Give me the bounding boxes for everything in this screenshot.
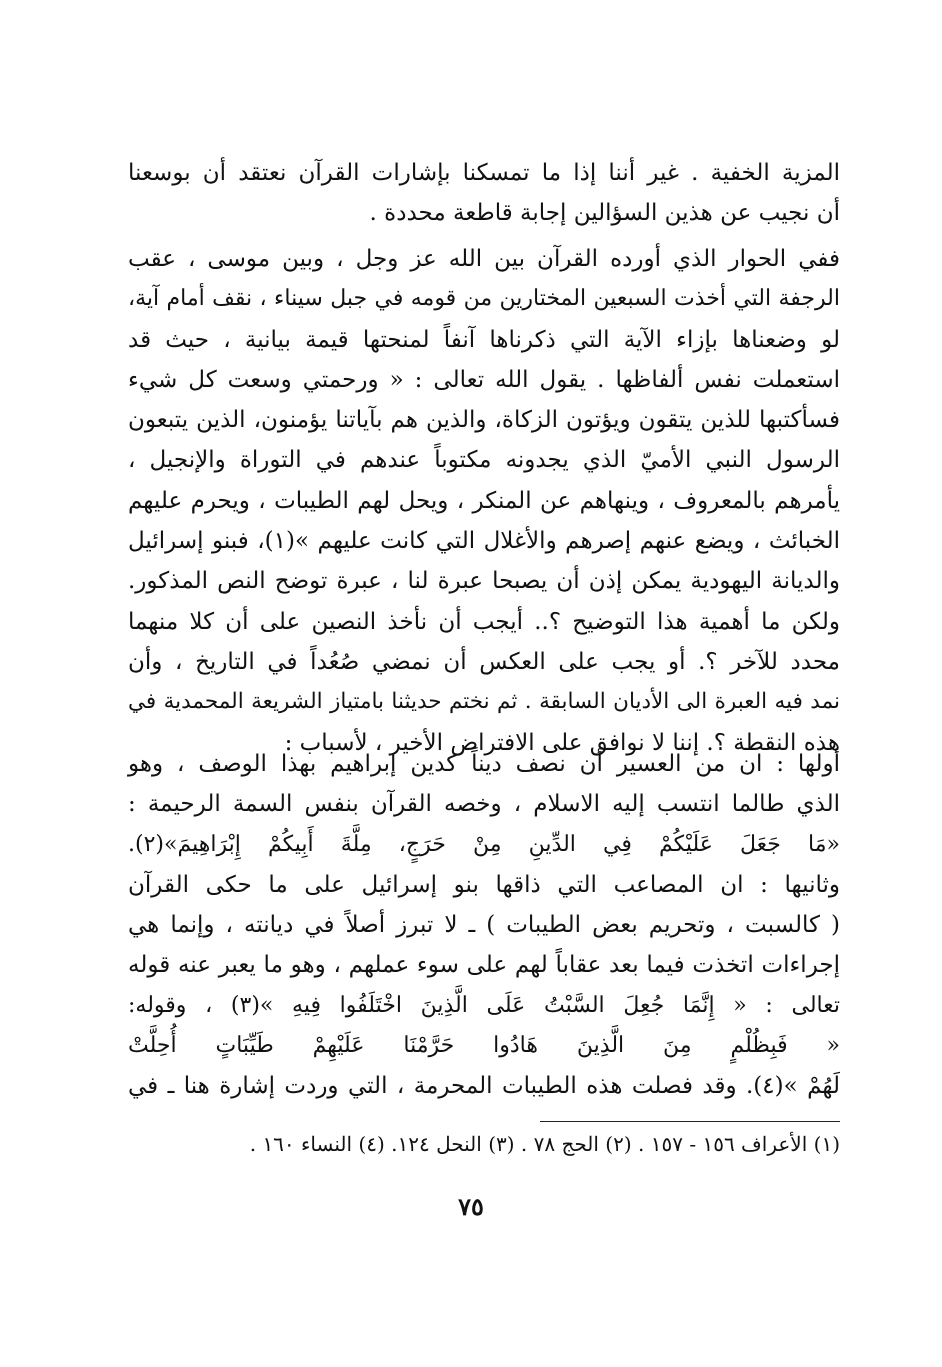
text-line: والديانة اليهودية يمكن إذن أن يصبحا عبرة لنا ، عبرة توضح النص المذكور. bbox=[128, 568, 840, 595]
text-line: ففي الحوار الذي أورده القرآن بين الله عز وجل ، وبين موسى ، عقب bbox=[128, 246, 840, 272]
text-line: لَهُمْ »(٤). وقد فصلت هذه الطيبات المحرمة ، التي وردت إشارة هنا ـ في bbox=[128, 1073, 840, 1100]
text-line: أن نجيب عن هذين السؤالين إجابة قاطعة محددة . bbox=[369, 200, 840, 227]
text-line: الذي طالما انتسب إليه الاسلام ، وخصه القرآن بنفس السمة الرحيمة : bbox=[128, 791, 840, 818]
footnotes: (١) الأعراف ١٥٦ - ١٥٧ . (٢) الحج ٧٨ . (٣) النحل ١٢٤. (٤) النساء ١٦٠ . bbox=[249, 1132, 840, 1156]
text-line: استعملت نفس ألفاظها . يقول الله تعالى : « ورحمتي وسعت كل شيء bbox=[128, 366, 840, 393]
text-line: إجراءات اتخذت فيما بعد عقاباً لهم على سوء عملهم ، وهو ما يعبر عنه قوله bbox=[128, 952, 840, 979]
footnote-divider bbox=[540, 1121, 840, 1122]
paragraph-2 bbox=[128, 239, 840, 763]
quran-quote-line: « فَبِظُلْمٍ مِنَ الَّذِينَ هَادُوا حَرَّمْنَا عَلَيْهِمْ طَيِّبَاتٍ أُحِلَّتْ bbox=[128, 1033, 840, 1059]
text-line: وثانيها : ان المصاعب التي ذاقها بنو إسرائيل على ما حكى القرآن bbox=[128, 871, 840, 898]
text-line: المزية الخفية . غير أننا إذا ما تمسكنا بإشارات القرآن نعتقد أن بوسعنا bbox=[128, 160, 840, 186]
text-line: محدد للآخر ؟. أو يجب على العكس أن نمضي صُعُداً في التاريخ ، وأن bbox=[128, 648, 840, 675]
text-line: الرسول النبي الأميّ الذي يجدونه مكتوباً عندهم في التوراة والإنجيل ، bbox=[128, 447, 840, 474]
text-line: ( كالسبت ، وتحريم بعض الطيبات ) ـ لا تبرز أصلاً في ديانته ، وإنما هي bbox=[128, 912, 840, 939]
page-number: ٧٥ bbox=[458, 1192, 484, 1221]
paragraph-1 bbox=[128, 153, 840, 234]
text-line: الرجفة التي أخذت السبعين المختارين من قومه في جبل سيناء ، نقف أمام آية، bbox=[128, 286, 840, 312]
text-line: لو وضعناها بإزاء الآية التي ذكرناها آنفاً لمنحتها قيمة بيانية ، حيث قد bbox=[128, 326, 840, 353]
quran-quote-line: «مَا جَعَلَ عَلَيْكُمْ فِي الدِّينِ مِنْ حَرَجٍ، مِلَّةَ أَبِيكُمْ إِبْرَاهِيمَ»(٢). bbox=[128, 831, 840, 857]
text-line: هذه النقطة ؟. إننا لا نوافق على الافتراض الأخير ، لأسباب : bbox=[284, 729, 840, 756]
text-line: أولها : ان من العسير أن نصف ديناً كدين إبراهيم بهذا الوصف ، وهو bbox=[128, 751, 840, 777]
quran-quote-line: تعالى : « إِنَّمَا جُعِلَ السَّبْتُ عَلَى الَّذِينَ اخْتَلَفُوا فِيهِ »(٣) ، وقوله: bbox=[128, 992, 840, 1018]
text-line: فسأكتبها للذين يتقون ويؤتون الزكاة، والذين هم بآياتنا يؤمنون، الذين يتبعون bbox=[128, 407, 840, 434]
text-line: الخبائث ، ويضع عنهم إصرهم والأغلال التي كانت عليهم »(١)، فبنو إسرائيل bbox=[128, 528, 840, 555]
text-line: نمد فيه العبرة الى الأديان السابقة . ثم نختم حديثنا بامتياز الشريعة المحمدية في bbox=[128, 689, 840, 715]
text-line: يأمرهم بالمعروف ، وينهاهم عن المنكر ، ويحل لهم الطيبات ، ويحرم عليهم bbox=[128, 487, 840, 514]
text-line: ولكن ما أهمية هذا التوضيح ؟.. أيجب أن نأخذ النصين على أن كلا منهما bbox=[128, 608, 840, 635]
paragraph-3 bbox=[128, 744, 840, 1107]
